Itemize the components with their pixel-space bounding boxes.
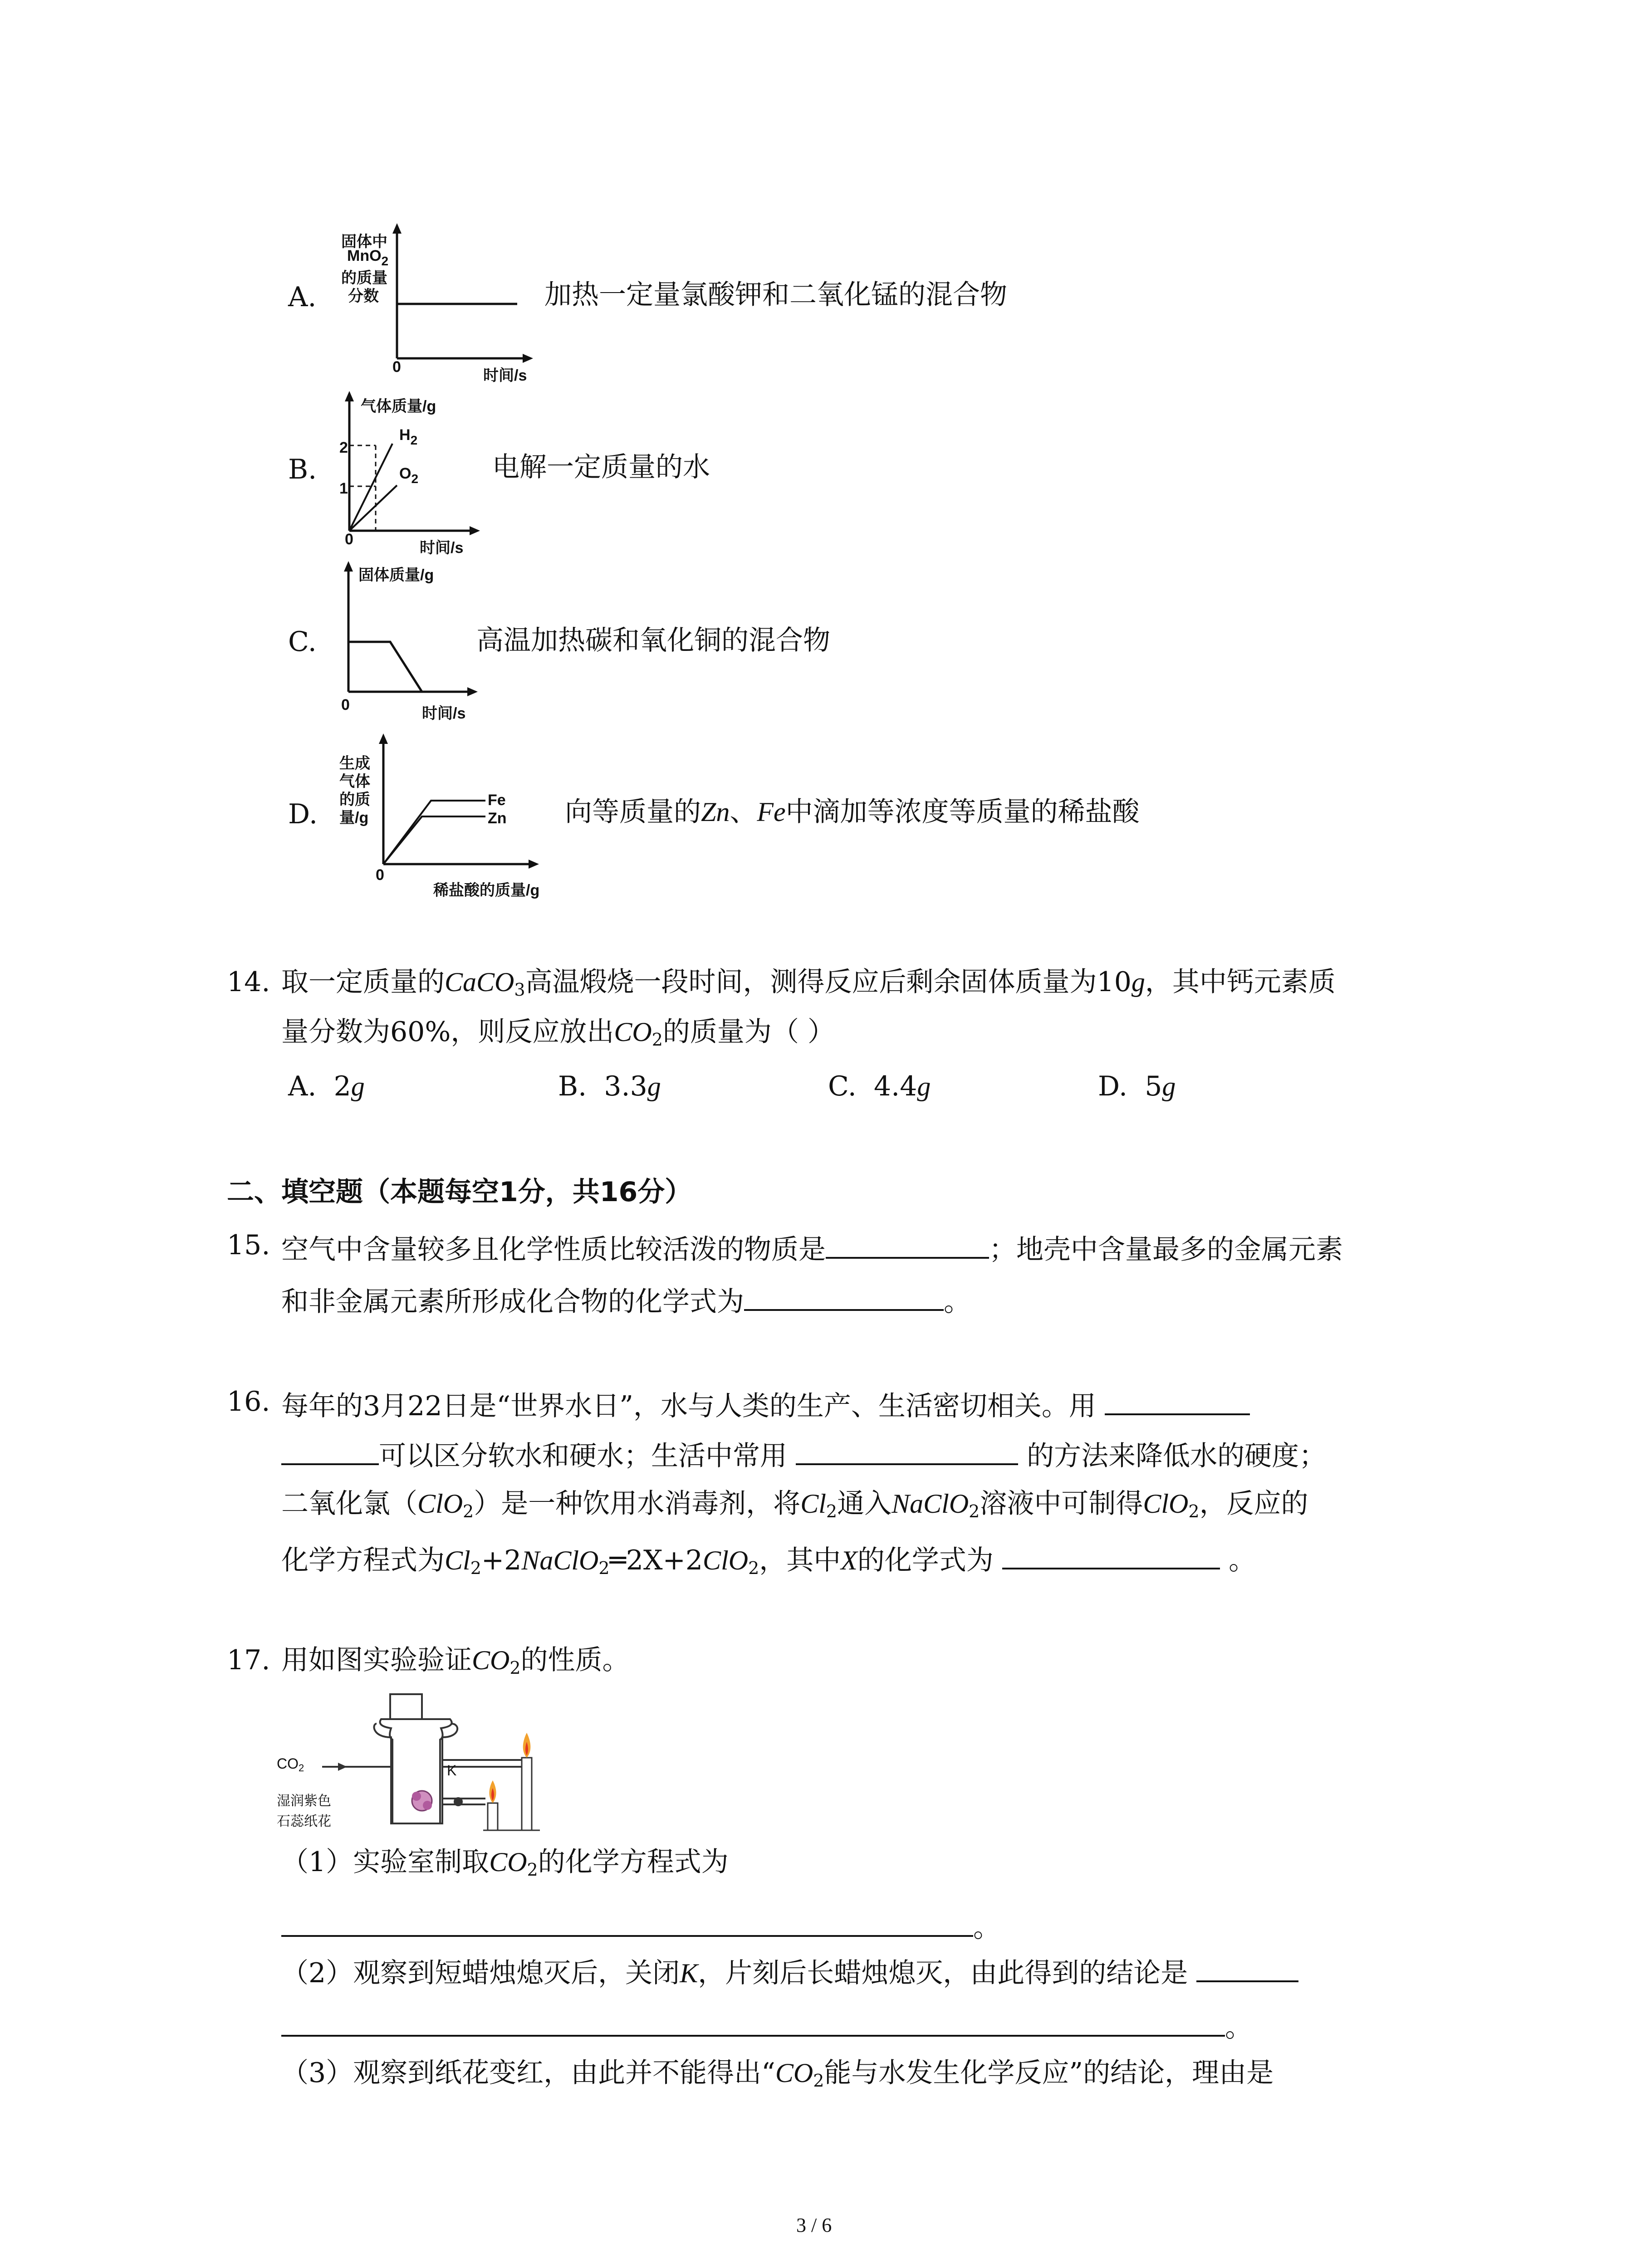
option-d-letter: D. (288, 798, 318, 830)
option-d-xlabel: 稀盐酸的质量/g (433, 882, 540, 899)
figure-flower-label-2: 石蕊纸花 (277, 1813, 331, 1829)
figure-co2-label: $CO_2$ (277, 1755, 304, 1774)
option-d-ylabel-1: 生成 (339, 755, 370, 772)
q17-title: 用如图实验验证$CO_2$的性质。 (281, 1644, 630, 1678)
option-d-graph (372, 733, 554, 878)
q15-blank-1[interactable] (826, 1232, 989, 1259)
q17-part-1-answer-line: 。 (281, 1910, 1000, 1941)
figure-k-label: K (447, 1762, 457, 1779)
option-b-letter: B. (288, 454, 317, 485)
option-a-ylabel-3: 的质量 (341, 269, 387, 287)
q17-number: 17. (227, 1644, 270, 1676)
q14-choice-b[interactable]: B. 3.3g (558, 1070, 661, 1102)
q17-part-1: （1）实验室制取$CO_2$的化学方程式为 (281, 1846, 729, 1880)
option-b-h2-label: $H_2$ (399, 426, 418, 447)
option-d-ylabel-4: 量/g (339, 809, 369, 826)
option-a-description: 加热一定量氯酸钾和二氧化锰的混合物 (544, 279, 1007, 311)
option-c-xlabel: 时间/s (422, 705, 466, 722)
option-b-origin: 0 (345, 531, 353, 548)
option-d-zn-label: Zn (488, 810, 507, 827)
q17-blank-1[interactable] (281, 1910, 973, 1937)
option-c-letter: C. (288, 626, 317, 658)
section-2-heading: 二、填空题（本题每空1分，共16分） (227, 1176, 692, 1208)
q15-line-2: 和非金属元素所形成化合物的化学式为 。 (281, 1284, 971, 1315)
option-b-tick-2: 2 (339, 439, 348, 456)
q16-blank-2[interactable] (796, 1438, 1018, 1465)
q17-part-2: （2）观察到短蜡烛熄灭后，关闭K，片刻后长蜡烛熄灭，由此得到的结论是 (281, 1955, 1298, 1987)
option-b-o2-label: $O_2$ (399, 465, 419, 486)
q14-choice-d[interactable]: D. 5g (1098, 1070, 1176, 1102)
q14-line-1: 取一定质量的CaCO$_3$高温煅烧一段时间，测得反应后剩余固体质量为10g，其中钙元素质 (281, 966, 1336, 1000)
q16-line-4: 化学方程式为$Cl_2+2NaClO_2═2X+2ClO_2$，其中X的化学式为 。 (281, 1542, 1256, 1574)
option-d-description: 向等质量的Zn、Fe中滴加等浓度等质量的稀盐酸 (565, 796, 1140, 828)
q16-blank-3[interactable] (1002, 1542, 1220, 1569)
q17-blank-2a[interactable] (1196, 1955, 1298, 1982)
option-a-xlabel: 时间/s (483, 367, 527, 384)
q15-line-1: 空气中含量较多且化学性质比较活泼的物质是 ；地壳中含量最多的金属元素 (281, 1232, 1343, 1263)
q17-part-3: （3）观察到纸花变红，由此并不能得出“$CO_2$能与水发生化学反应”的结论，理由是 (281, 2057, 1274, 2091)
option-a-origin: 0 (392, 358, 401, 376)
page-number: 3 / 6 (796, 2214, 832, 2236)
option-b-ylabel: 气体质量/g (361, 398, 436, 415)
q14-number: 14. (227, 966, 270, 998)
option-a-ylabel-1: 固体中 (341, 233, 387, 250)
option-d-ylabel-3: 的质 (339, 791, 370, 808)
option-d-fe-label: Fe (488, 792, 506, 809)
q17-blank-2b[interactable] (281, 2009, 1225, 2037)
option-b-xlabel: 时间/s (420, 539, 464, 557)
option-a-letter: A. (288, 281, 317, 313)
q14-line-2: 量分数为60%，则反应放出$CO_2$的质量为（ ） (281, 1016, 835, 1050)
option-d-origin: 0 (376, 866, 384, 884)
option-c-description: 高温加热碳和氧化铜的混合物 (476, 625, 830, 656)
option-b-description: 电解一定质量的水 (492, 451, 710, 483)
q16-line-1: 每年的3月22日是“世界水日”，水与人类的生产、生活密切相关。用 (281, 1388, 1250, 1420)
option-a-ylabel-4: 分数 (348, 288, 379, 305)
q16-blank-1a[interactable] (1105, 1388, 1250, 1415)
q17-part-2-answer-line: 。 (281, 2009, 1252, 2041)
option-a-ylabel-2: MnO$_2$ (347, 247, 389, 268)
option-c-ylabel: 固体质量/g (358, 567, 434, 584)
figure-flower-label-1: 湿润紫色 (277, 1793, 331, 1809)
q14-choice-c[interactable]: C. 4.4g (828, 1070, 931, 1102)
q15-blank-2[interactable] (744, 1284, 944, 1311)
q16-line-3: 二氧化氯（ClO$_2$）是一种饮用水消毒剂，将$Cl_2$通入NaClO$_2$溶液中可制得ClO$_2$，反应的 (281, 1488, 1308, 1521)
q15-number: 15. (227, 1229, 270, 1261)
q16-number: 16. (227, 1386, 270, 1418)
q16-line-2: 可以区分软水和硬水；生活中常用 的方法来降低水的硬度； (281, 1438, 1326, 1470)
option-b-tick-1: 1 (339, 480, 348, 497)
option-c-origin: 0 (341, 696, 350, 714)
q16-blank-1b[interactable] (281, 1438, 379, 1465)
option-d-ylabel-2: 气体 (339, 773, 370, 790)
q14-choice-a[interactable]: A. 2g (288, 1070, 365, 1102)
